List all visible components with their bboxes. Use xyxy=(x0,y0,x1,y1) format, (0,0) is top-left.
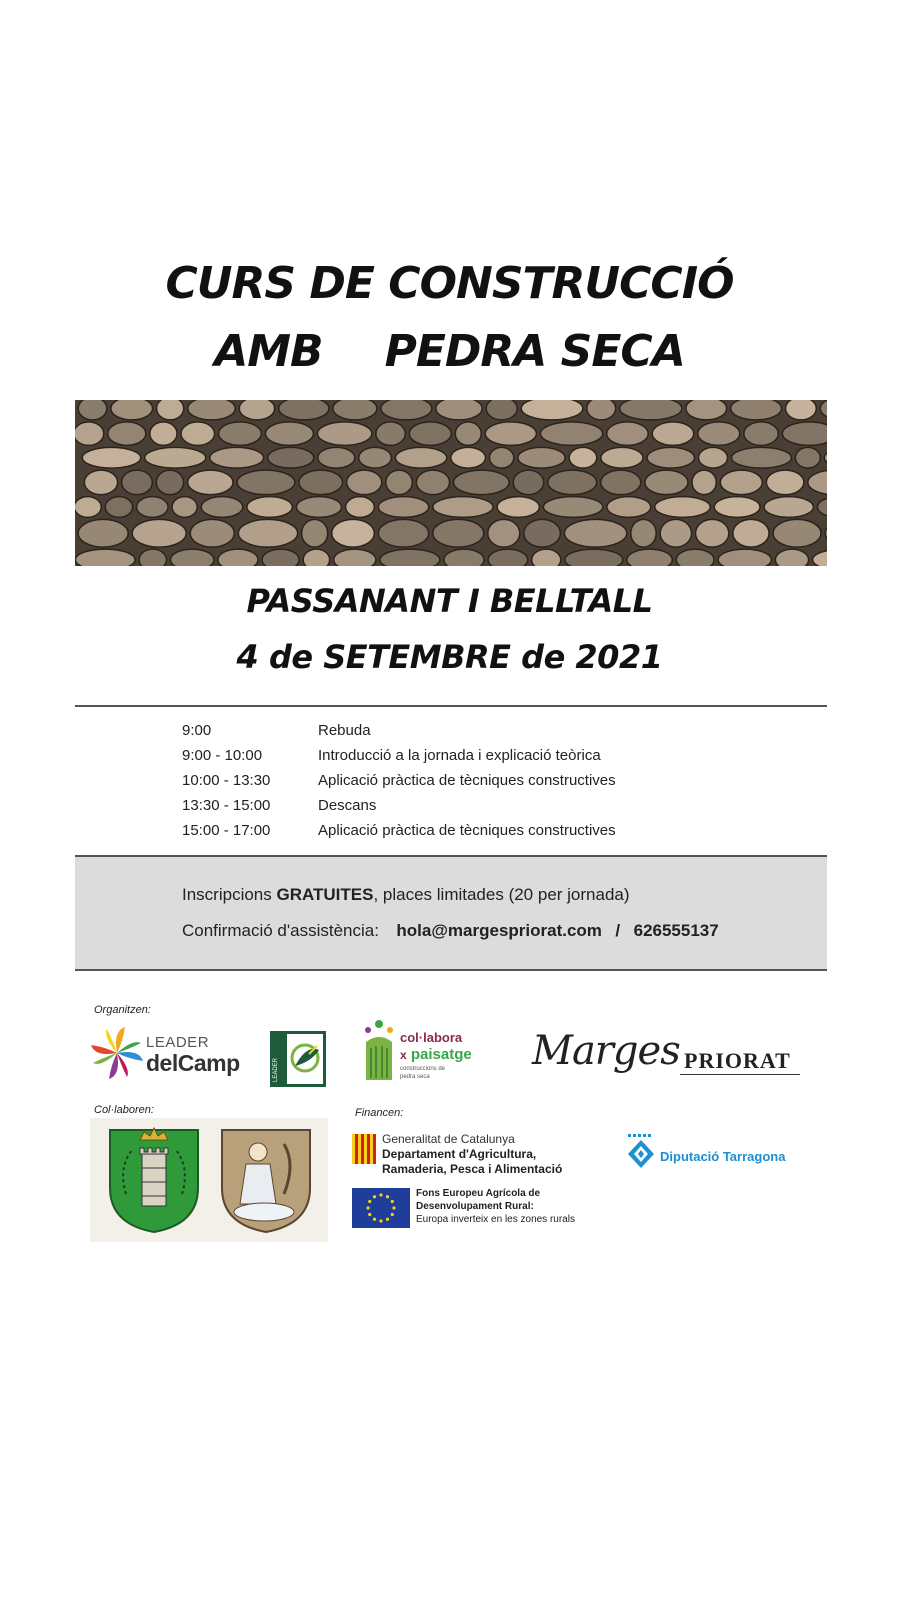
col-laboren-label: Col·laboren: xyxy=(94,1104,154,1116)
schedule-activity: Descans xyxy=(318,797,377,814)
diputacio-emblem-icon xyxy=(626,1134,656,1172)
gencat-department-2: Ramaderia, Pesca i Alimentació xyxy=(382,1162,563,1176)
location: PASSANANT I BELLTALL xyxy=(246,582,653,620)
dry-stone-wall-photo xyxy=(75,400,827,566)
course-title-line-2 xyxy=(0,326,899,377)
leader-square-logo xyxy=(270,1031,326,1087)
course-title-pedra-seca: PEDRA SECA xyxy=(384,326,685,377)
gencat-department: Departament d'Agricultura, xyxy=(382,1147,537,1161)
diputacio-tarragona-logo xyxy=(626,1134,806,1174)
generalitat-logo xyxy=(352,1132,612,1180)
course-title-line-1: CURS DE CONSTRUCCIÓ xyxy=(165,258,734,309)
course-title-amb: AMB xyxy=(214,326,323,377)
collabora-small-2: pedra seca xyxy=(400,1074,430,1080)
schedule-time: 9:00 xyxy=(182,722,212,739)
schedule-activity: Introducció a la jornada i explicació teòrica xyxy=(318,747,601,764)
diputacio-text: Diputació Tarragona xyxy=(660,1149,786,1164)
leaf-icon xyxy=(289,1040,325,1076)
stone-wall-illustration xyxy=(75,400,827,566)
schedule-time: 9:00 - 10:00 xyxy=(182,747,263,764)
landscape-figure-icon xyxy=(360,1018,398,1084)
marges-priorat-logo xyxy=(530,1024,805,1088)
contact-email[interactable]: hola@margespriorat.com xyxy=(396,921,602,940)
delcamp-text: delCamp xyxy=(146,1050,240,1076)
feader-logo xyxy=(352,1188,612,1232)
feader-line-2: Desenvolupament Rural: xyxy=(416,1201,534,1212)
schedule-activity: Aplicació pràctica de tècniques constructives xyxy=(318,822,616,839)
gencat-name: Generalitat de Catalunya xyxy=(382,1132,515,1146)
collabora-paisatge-logo xyxy=(360,1018,500,1088)
leader-delcamp-logo xyxy=(88,1024,248,1084)
paisatge-text: paisatge xyxy=(410,1046,472,1063)
event-date: 4 de SETEMBRE de 2021 xyxy=(236,638,663,676)
registration-suffix: , places limitades (20 per jornada) xyxy=(373,885,630,904)
schedule-activity: Aplicació pràctica de tècniques constructives xyxy=(318,772,616,789)
collabora-x: x xyxy=(400,1048,407,1062)
collabora-paisatge-line xyxy=(400,1046,472,1063)
divider-top xyxy=(75,705,827,707)
belltall-shield-icon xyxy=(218,1124,314,1236)
schedule-time: 13:30 - 15:00 xyxy=(182,797,271,814)
priorat-text: PRIORAT xyxy=(684,1048,791,1073)
registration-prefix: Inscripcions xyxy=(182,885,277,904)
leader-square-text: LEADER xyxy=(273,1057,279,1082)
contact-phone[interactable]: 626555137 xyxy=(633,921,719,940)
municipal-shields xyxy=(90,1118,328,1242)
feader-line-3: Europa inverteix en les zones rurals xyxy=(416,1214,575,1225)
registration-line xyxy=(182,885,630,905)
registration-free: GRATUITES xyxy=(276,885,374,904)
passanant-shield-icon xyxy=(104,1124,204,1236)
leader-top-text: LEADER xyxy=(146,1034,210,1051)
schedule-time: 10:00 - 13:30 xyxy=(182,772,271,789)
confirmation-label: Confirmació d'assistència: xyxy=(182,921,379,940)
contact-separator: / xyxy=(615,921,621,940)
schedule-activity: Rebuda xyxy=(318,722,371,739)
confirmation-line xyxy=(182,921,719,941)
eu-flag-icon xyxy=(352,1188,410,1228)
collabora-small-1: construccions de xyxy=(400,1066,446,1072)
organitzen-label: Organitzen: xyxy=(94,1004,151,1016)
marges-script-text: Marges xyxy=(532,1028,680,1074)
registration-box xyxy=(75,857,827,969)
divider-info-bottom xyxy=(75,969,827,971)
financen-label: Financen: xyxy=(355,1107,404,1119)
senyera-icon xyxy=(352,1134,376,1164)
feader-line-1: Fons Europeu Agrícola de xyxy=(416,1188,541,1199)
pinwheel-icon xyxy=(88,1024,146,1082)
collabora-text: col·labora xyxy=(400,1030,463,1045)
schedule-time: 15:00 - 17:00 xyxy=(182,822,271,839)
